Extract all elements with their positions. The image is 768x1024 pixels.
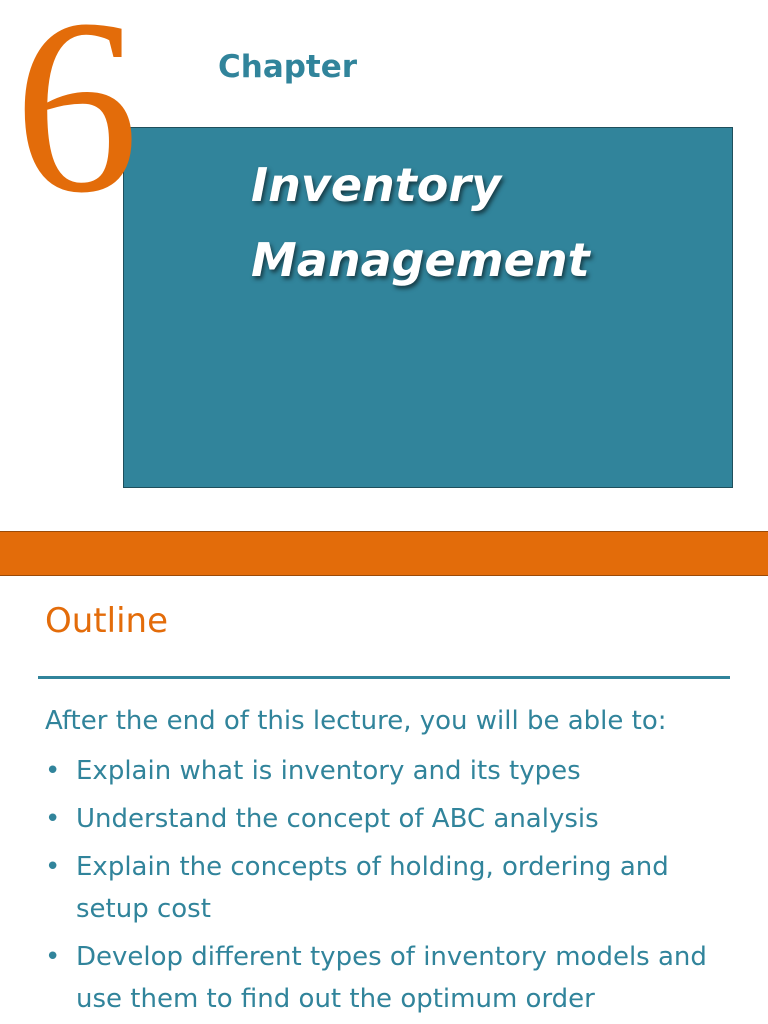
outline-divider: [38, 676, 730, 679]
outline-bullet-text: Explain what is inventory and its types: [76, 756, 581, 786]
bullet-dot-icon: •: [45, 852, 61, 882]
chapter-title-line-2: Management: [251, 233, 590, 287]
outline-bullet-item: [45, 750, 735, 792]
outline-heading: Outline: [45, 601, 169, 641]
bullet-dot-icon: •: [45, 942, 61, 972]
chapter-number: 6: [14, 0, 139, 245]
outline-bullet-text: Develop different types of inventory models and use them to find out the optimum order: [76, 942, 707, 1014]
chapter-label: Chapter: [218, 49, 358, 85]
bullet-dot-icon: •: [45, 804, 61, 834]
outline-bullet-text: Explain the concepts of holding, ordering and setup cost: [76, 852, 669, 924]
outline-content: [45, 700, 735, 1024]
outline-bullet-item: [45, 798, 735, 840]
outline-bullet-list: [45, 750, 735, 1020]
outline-bullet-item: [45, 936, 735, 1020]
orange-divider-bar: [0, 531, 768, 576]
outline-intro: After the end of this lecture, you will be able to:: [45, 706, 667, 736]
bullet-dot-icon: •: [45, 756, 61, 786]
outline-bullet-item: [45, 846, 735, 930]
outline-bullet-text: Understand the concept of ABC analysis: [76, 804, 599, 834]
chapter-title-line-1: Inventory: [251, 158, 502, 212]
